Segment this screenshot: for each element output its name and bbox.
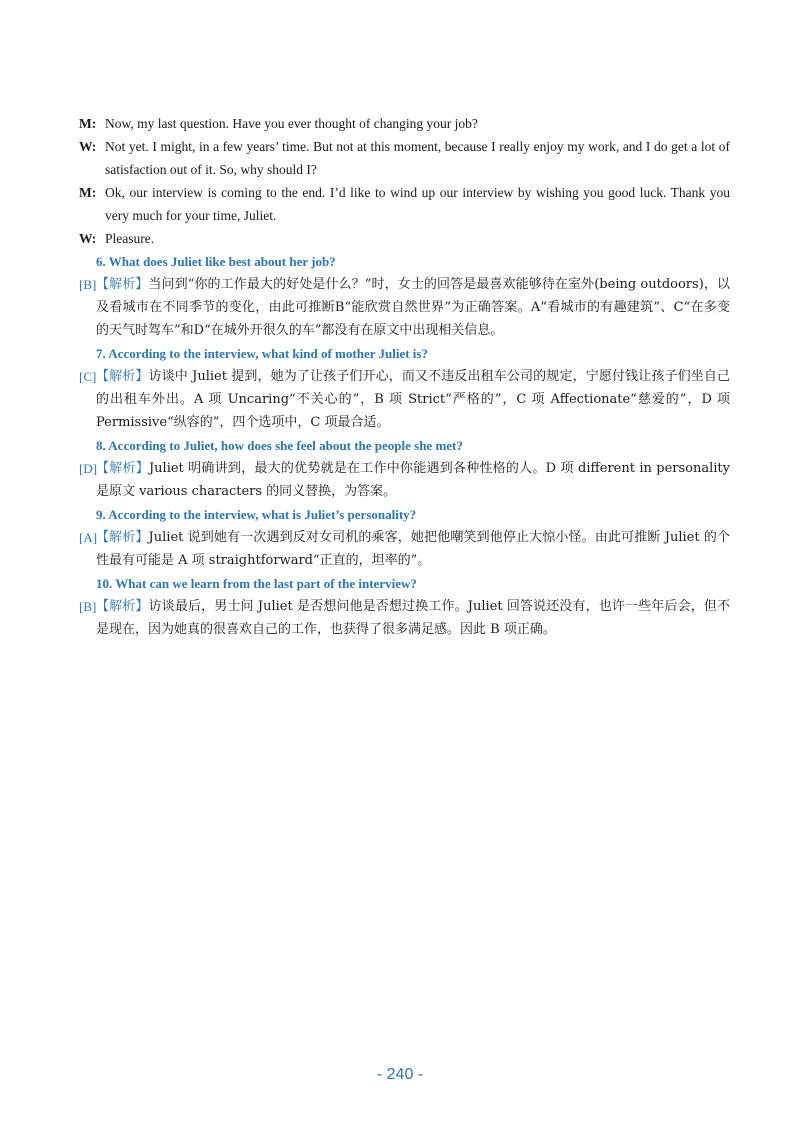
question-10: 10. What can we learn from the last part of the interview? xyxy=(96,576,417,591)
speaker-label: M: xyxy=(79,116,97,131)
answer-key: [A] xyxy=(79,530,98,545)
answer-key: [B] xyxy=(79,277,97,292)
answer-key: [D] xyxy=(79,461,98,476)
explanation xyxy=(96,595,730,641)
answer-key: [C] xyxy=(79,369,97,384)
analysis-tag: 【解析】 xyxy=(96,277,149,292)
analysis-tag: 【解析】 xyxy=(96,369,149,384)
explanation-text: 当问到“你的工作最大的好处是什么？”时，女士的回答是最喜欢能够待在室外(being outdoors)，以及看城市在不同季节的变化，由此可推断B“能欣赏自然世界”为正确答案。A“看城市的有趣建筑”、C“在多变的天气时驾车”和D“在城外开很久的车”都没有在原文中出现相关信息。 xyxy=(96,277,730,338)
answer-8 xyxy=(79,457,730,503)
speaker-label: W: xyxy=(79,231,97,246)
dialogue-text: Ok, our interview is coming to the end. I’d like to wind up our interview by wishing you good luck. Thank you very much for your time, Juliet. xyxy=(105,185,730,223)
explanation xyxy=(96,457,730,503)
page-content xyxy=(79,112,730,641)
answer-6 xyxy=(79,273,730,342)
question-7: 7. According to the interview, what kind of mother Juliet is? xyxy=(96,346,428,361)
dialogue-line xyxy=(79,135,730,181)
explanation-text: Juliet 说到她有一次遇到反对女司机的乘客，她把他嘲笑到他停止大惊小怪。由此可推断 Juliet 的个性最有可能是 A 项 straightforward“正直的，坦率的”。 xyxy=(96,530,730,568)
dialogue-text: Pleasure. xyxy=(105,231,155,246)
answer-key: [B] xyxy=(79,599,97,614)
speaker-label: M: xyxy=(79,185,97,200)
question-9: 9. According to the interview, what is Juliet’s personality? xyxy=(96,507,417,522)
answer-7 xyxy=(79,365,730,434)
explanation-text: 访谈最后，男士问 Juliet 是否想问他是否想过换工作。Juliet 回答说还没有，也许一些年后会，但不是现在，因为她真的很喜欢自己的工作，也获得了很多满足感。因此 B 项正确。 xyxy=(96,599,730,637)
answer-9 xyxy=(79,526,730,572)
explanation xyxy=(96,365,730,434)
page-number: - 240 - xyxy=(376,1066,424,1083)
dialogue-line xyxy=(79,181,730,227)
answer-10 xyxy=(79,595,730,641)
analysis-tag: 【解析】 xyxy=(96,599,149,614)
explanation xyxy=(96,526,730,572)
dialogue-text: Now, my last question. Have you ever thought of changing your job? xyxy=(105,116,478,131)
analysis-tag: 【解析】 xyxy=(96,530,149,545)
explanation-text: 访谈中 Juliet 提到，她为了让孩子们开心，而又不违反出租车公司的规定，宁愿付钱让孩子们坐自己的出租车外出。A 项 Uncaring“不关心的”，B 项 Strict“严格的”，C 项 Affectionate“慈爱的”，D 项 Permissive“纵容的”，四个选项中，C 项最合适。 xyxy=(96,369,730,430)
dialogue-line xyxy=(79,112,730,135)
analysis-tag: 【解析】 xyxy=(96,461,149,476)
explanation xyxy=(96,273,730,342)
question-8: 8. According to Juliet, how does she feel about the people she met? xyxy=(96,438,463,453)
dialogue-line xyxy=(79,227,730,250)
explanation-text: Juliet 明确讲到，最大的优势就是在工作中你能遇到各种性格的人。D 项 different in personality 是原文 various characters 的同义替换，为答案。 xyxy=(96,461,730,499)
question-6: 6. What does Juliet like best about her job? xyxy=(96,254,336,269)
dialogue-text: Not yet. I might, in a few years’ time. But not at this moment, because I really enjoy my work, and I do get a lot of satisfaction out of it. So, why should I? xyxy=(105,139,730,177)
speaker-label: W: xyxy=(79,139,97,154)
